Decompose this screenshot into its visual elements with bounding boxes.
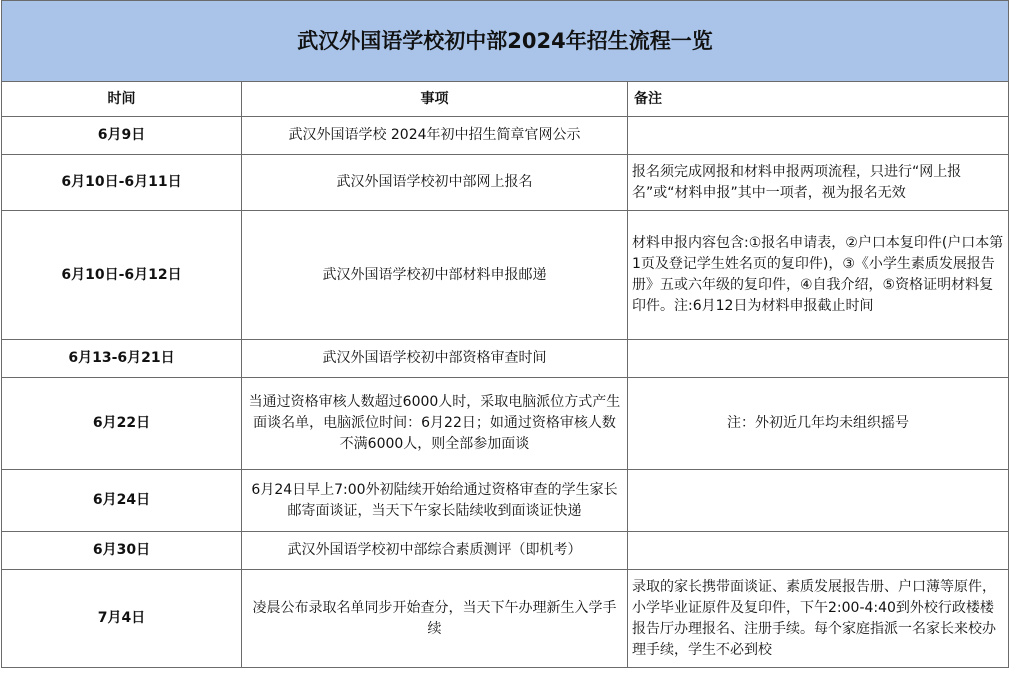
header-item: 事项: [242, 82, 628, 117]
row-time: 6月13-6月21日: [2, 340, 242, 378]
title-row: [2, 1, 1009, 82]
row-item: 武汉外国语学校初中部网上报名: [242, 155, 628, 211]
row-item: 武汉外国语学校初中部综合素质测评（即机考）: [242, 532, 628, 570]
table-row: [2, 117, 1009, 155]
row-note: [628, 340, 1009, 378]
row-time: 7月4日: [2, 570, 242, 668]
header-note: 备注: [628, 82, 1009, 117]
row-note: [628, 117, 1009, 155]
row-note: [628, 470, 1009, 532]
row-item: 武汉外国语学校 2024年初中招生简章官网公示: [242, 117, 628, 155]
table-row: [2, 340, 1009, 378]
header-time: 时间: [2, 82, 242, 117]
row-time: 6月30日: [2, 532, 242, 570]
table-title: 武汉外国语学校初中部2024年招生流程一览: [2, 1, 1009, 82]
row-note: [628, 532, 1009, 570]
row-item: 凌晨公布录取名单同步开始查分，当天下午办理新生入学手续: [242, 570, 628, 668]
table-row: [2, 378, 1009, 470]
row-item: 武汉外国语学校初中部材料申报邮递: [242, 211, 628, 340]
row-note: 录取的家长携带面谈证、素质发展报告册、户口薄等原件，小学毕业证原件及复印件，下午2:00-4:40到外校行政楼楼报告厅办理报名、注册手续。每个家庭指派一名家长来校办理手续，学生不必到校: [628, 570, 1009, 668]
row-time: 6月24日: [2, 470, 242, 532]
table-row: [2, 532, 1009, 570]
row-item: 武汉外国语学校初中部资格审查时间: [242, 340, 628, 378]
row-note: 材料申报内容包含:①报名申请表，②户口本复印件(户口本第1页及登记学生姓名页的复印件)，③《小学生素质发展报告册》五或六年级的复印件，④自我介绍，⑤资格证明材料复印件。注:6月12日为材料申报截止时间: [628, 211, 1009, 340]
row-time: 6月10日-6月12日: [2, 211, 242, 340]
table-row: [2, 470, 1009, 532]
enrollment-table: [1, 0, 1009, 668]
row-time: 6月10日-6月11日: [2, 155, 242, 211]
table-row: [2, 211, 1009, 340]
table-row: [2, 570, 1009, 668]
header-row: [2, 82, 1009, 117]
row-time: 6月9日: [2, 117, 242, 155]
table-row: [2, 155, 1009, 211]
row-item: 6月24日早上7:00外初陆续开始给通过资格审查的学生家长邮寄面谈证，当天下午家长陆续收到面谈证快递: [242, 470, 628, 532]
row-note: 注：外初近几年均未组织摇号: [628, 378, 1009, 470]
row-item: 当通过资格审核人数超过6000人时，采取电脑派位方式产生面谈名单，电脑派位时间：6月22日；如通过资格审核人数不满6000人，则全部参加面谈: [242, 378, 628, 470]
row-note: 报名须完成网报和材料申报两项流程，只进行“网上报名”或“材料申报”其中一项者，视为报名无效: [628, 155, 1009, 211]
row-time: 6月22日: [2, 378, 242, 470]
